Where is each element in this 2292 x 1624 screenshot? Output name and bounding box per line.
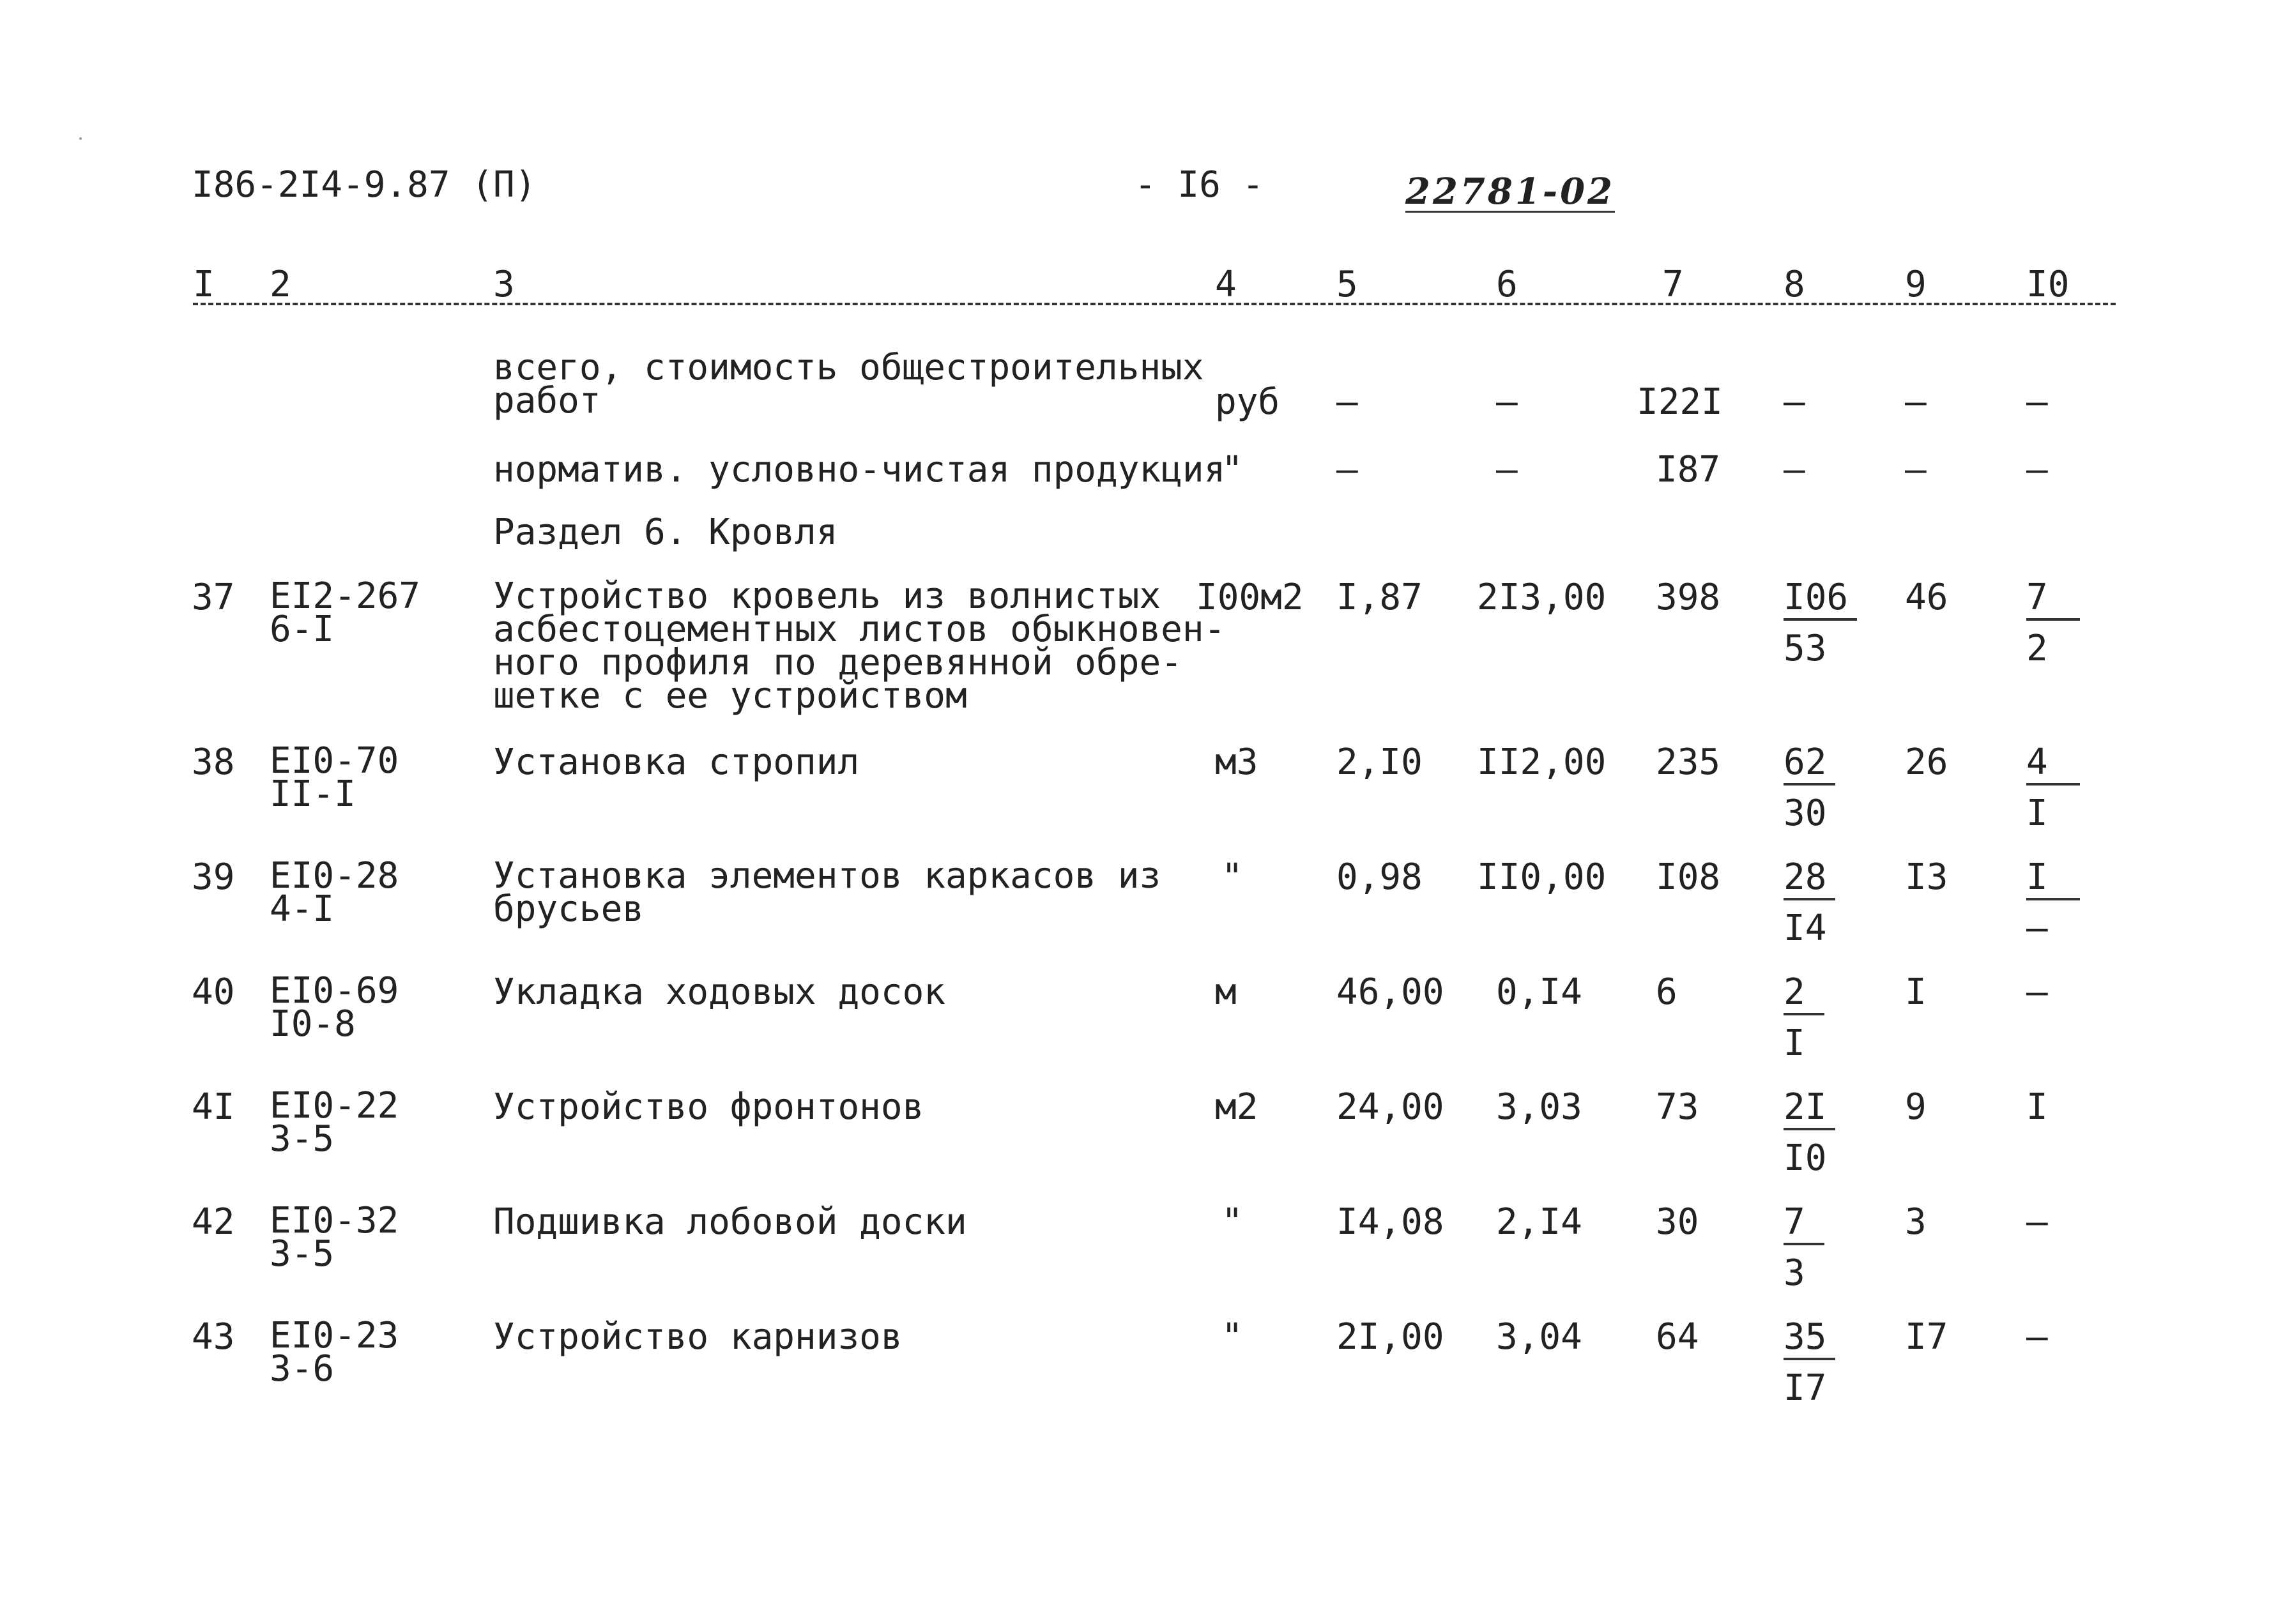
work-description: Укладка ходовых досок <box>493 971 946 1013</box>
work-description: Устройство кровель из волнистых асбестоцементных листов обыкновен- ного профиля по деревянной обре- шетке с ее устройством <box>493 575 1226 717</box>
col8-numerator: I06 <box>1784 580 1857 621</box>
unit-price: II0,00 <box>1477 856 1607 898</box>
col8-numerator: 2I <box>1784 1089 1835 1130</box>
quantity: 24,00 <box>1336 1086 1444 1128</box>
col10-fraction <box>2026 741 2103 834</box>
col8-numerator: 35 <box>1784 1319 1835 1360</box>
quantity: 2,I0 <box>1336 741 1423 783</box>
col9-value: I7 <box>1905 1316 1948 1358</box>
col-header-9: 9 <box>1905 264 1927 305</box>
col8-fraction <box>1784 971 1860 1064</box>
row-number: 38 <box>192 741 235 783</box>
unit-price: 2,I4 <box>1496 1201 1582 1243</box>
col10-fraction <box>2026 577 2103 669</box>
unit-price: 3,04 <box>1496 1316 1582 1358</box>
unit: " <box>1221 856 1243 898</box>
total-cost: 30 <box>1656 1201 1699 1243</box>
col-header-3: 3 <box>493 264 515 305</box>
col8-fraction <box>1784 1316 1860 1409</box>
col-header-4: 4 <box>1215 264 1237 305</box>
col-header-1: I <box>193 264 215 305</box>
summary-col10: – <box>2026 381 2048 423</box>
header-dashed-rule <box>193 303 2116 305</box>
col-header-5: 5 <box>1336 264 1358 305</box>
col8-fraction <box>1784 1086 1860 1179</box>
unit-price: 3,03 <box>1496 1086 1582 1128</box>
quantity: I4,08 <box>1336 1201 1444 1243</box>
col10-denominator: 2 <box>2026 628 2048 669</box>
col8-fraction <box>1784 577 1860 669</box>
summary-col7: I22I <box>1637 381 1723 423</box>
summary-unit: " <box>1221 449 1243 490</box>
work-description: Установка элементов каркасов из брусьев <box>493 855 1161 930</box>
unit-price: 0,I4 <box>1496 971 1582 1013</box>
norm-code: EI0-22 3-5 <box>270 1085 399 1160</box>
col9-value: 3 <box>1905 1201 1927 1243</box>
summary-col6: – <box>1496 449 1518 490</box>
col10-numerator: 7 <box>2026 580 2080 621</box>
col-header-7: 7 <box>1662 264 1684 305</box>
row-number: 39 <box>192 856 235 898</box>
col-header-10: I0 <box>2026 264 2070 305</box>
col10-denominator: – <box>2026 907 2048 949</box>
unit-price: II2,00 <box>1477 741 1607 783</box>
col9-value: 9 <box>1905 1086 1927 1128</box>
col8-numerator: 2 <box>1784 975 1824 1015</box>
col8-fraction <box>1784 856 1860 949</box>
work-description: Установка стропил <box>493 741 860 783</box>
col-header-6: 6 <box>1496 264 1518 305</box>
col9-value: I <box>1905 971 1927 1013</box>
col8-denominator: I4 <box>1784 907 1827 949</box>
col10-denominator: I <box>2026 793 2048 834</box>
col10-value: – <box>2026 971 2048 1013</box>
col10-value: – <box>2026 1201 2048 1243</box>
summary-unit: руб <box>1215 381 1280 423</box>
summary-col9: – <box>1905 381 1927 423</box>
col8-fraction <box>1784 741 1860 834</box>
scan-artifact <box>79 137 82 140</box>
work-description: Подшивка лобовой доски <box>493 1201 967 1243</box>
total-cost: I08 <box>1656 856 1721 898</box>
work-description: Устройство карнизов <box>493 1316 903 1358</box>
page-number: - I6 - <box>1135 164 1264 206</box>
row-number: 43 <box>192 1316 235 1358</box>
summary-col9: – <box>1905 449 1927 490</box>
norm-code: EI0-28 4-I <box>270 855 399 930</box>
col8-denominator: I <box>1784 1022 1805 1064</box>
col8-numerator: 7 <box>1784 1204 1824 1245</box>
col8-denominator: I0 <box>1784 1137 1827 1179</box>
col10-value: – <box>2026 1316 2048 1358</box>
col10-numerator: I <box>2026 860 2080 900</box>
unit: м2 <box>1215 1086 1258 1128</box>
unit: м <box>1215 971 1237 1013</box>
col9-value: I3 <box>1905 856 1948 898</box>
col9-value: 26 <box>1905 741 1948 783</box>
handwritten-inventory-number: 22781-02 <box>1405 171 1615 213</box>
col8-denominator: 53 <box>1784 628 1827 669</box>
col8-numerator: 62 <box>1784 745 1835 785</box>
row-number: 4I <box>192 1086 235 1128</box>
total-cost: 398 <box>1656 577 1721 618</box>
col9-value: 46 <box>1905 577 1948 618</box>
quantity: 2I,00 <box>1336 1316 1444 1358</box>
norm-code: EI0-69 I0-8 <box>270 970 399 1045</box>
unit-price: 2I3,00 <box>1477 577 1607 618</box>
unit: " <box>1221 1316 1243 1358</box>
col8-denominator: I7 <box>1784 1367 1827 1409</box>
summary-col6: – <box>1496 381 1518 423</box>
summary-col8: – <box>1784 449 1805 490</box>
total-cost: 73 <box>1656 1086 1699 1128</box>
summary-col8: – <box>1784 381 1805 423</box>
section-title: Раздел 6. Кровля <box>493 512 838 553</box>
col-header-2: 2 <box>270 264 291 305</box>
document-code: I86-2I4-9.87 (П) <box>192 164 537 206</box>
col8-fraction <box>1784 1201 1860 1294</box>
total-cost: 6 <box>1656 971 1677 1013</box>
total-cost: 64 <box>1656 1316 1699 1358</box>
col-header-8: 8 <box>1784 264 1805 305</box>
col10-value: I <box>2026 1086 2048 1128</box>
summary-description: норматив. условно-чистая продукция <box>493 449 1226 490</box>
col8-denominator: 3 <box>1784 1252 1805 1294</box>
col8-denominator: 30 <box>1784 793 1827 834</box>
row-number: 42 <box>192 1201 235 1243</box>
summary-col5: – <box>1336 381 1358 423</box>
col8-numerator: 28 <box>1784 860 1835 900</box>
summary-col10: – <box>2026 449 2048 490</box>
summary-col7: I87 <box>1656 449 1721 490</box>
col10-fraction <box>2026 856 2103 949</box>
norm-code: EI0-23 3-6 <box>270 1315 399 1390</box>
quantity: 0,98 <box>1336 856 1423 898</box>
unit: " <box>1221 1201 1243 1243</box>
col10-numerator: 4 <box>2026 745 2080 785</box>
quantity: 46,00 <box>1336 971 1444 1013</box>
norm-code: EI0-70 II-I <box>270 740 399 815</box>
row-number: 37 <box>192 577 235 618</box>
unit: м3 <box>1215 741 1258 783</box>
quantity: I,87 <box>1336 577 1423 618</box>
total-cost: 235 <box>1656 741 1721 783</box>
norm-code: EI0-32 3-5 <box>270 1200 399 1275</box>
summary-col5: – <box>1336 449 1358 490</box>
row-number: 40 <box>192 971 235 1013</box>
work-description: Устройство фронтонов <box>493 1086 924 1128</box>
norm-code: EI2-267 6-I <box>270 575 421 650</box>
summary-description: всего, стоимость общестроительных работ <box>493 347 1204 421</box>
unit: I00м2 <box>1196 577 1304 618</box>
